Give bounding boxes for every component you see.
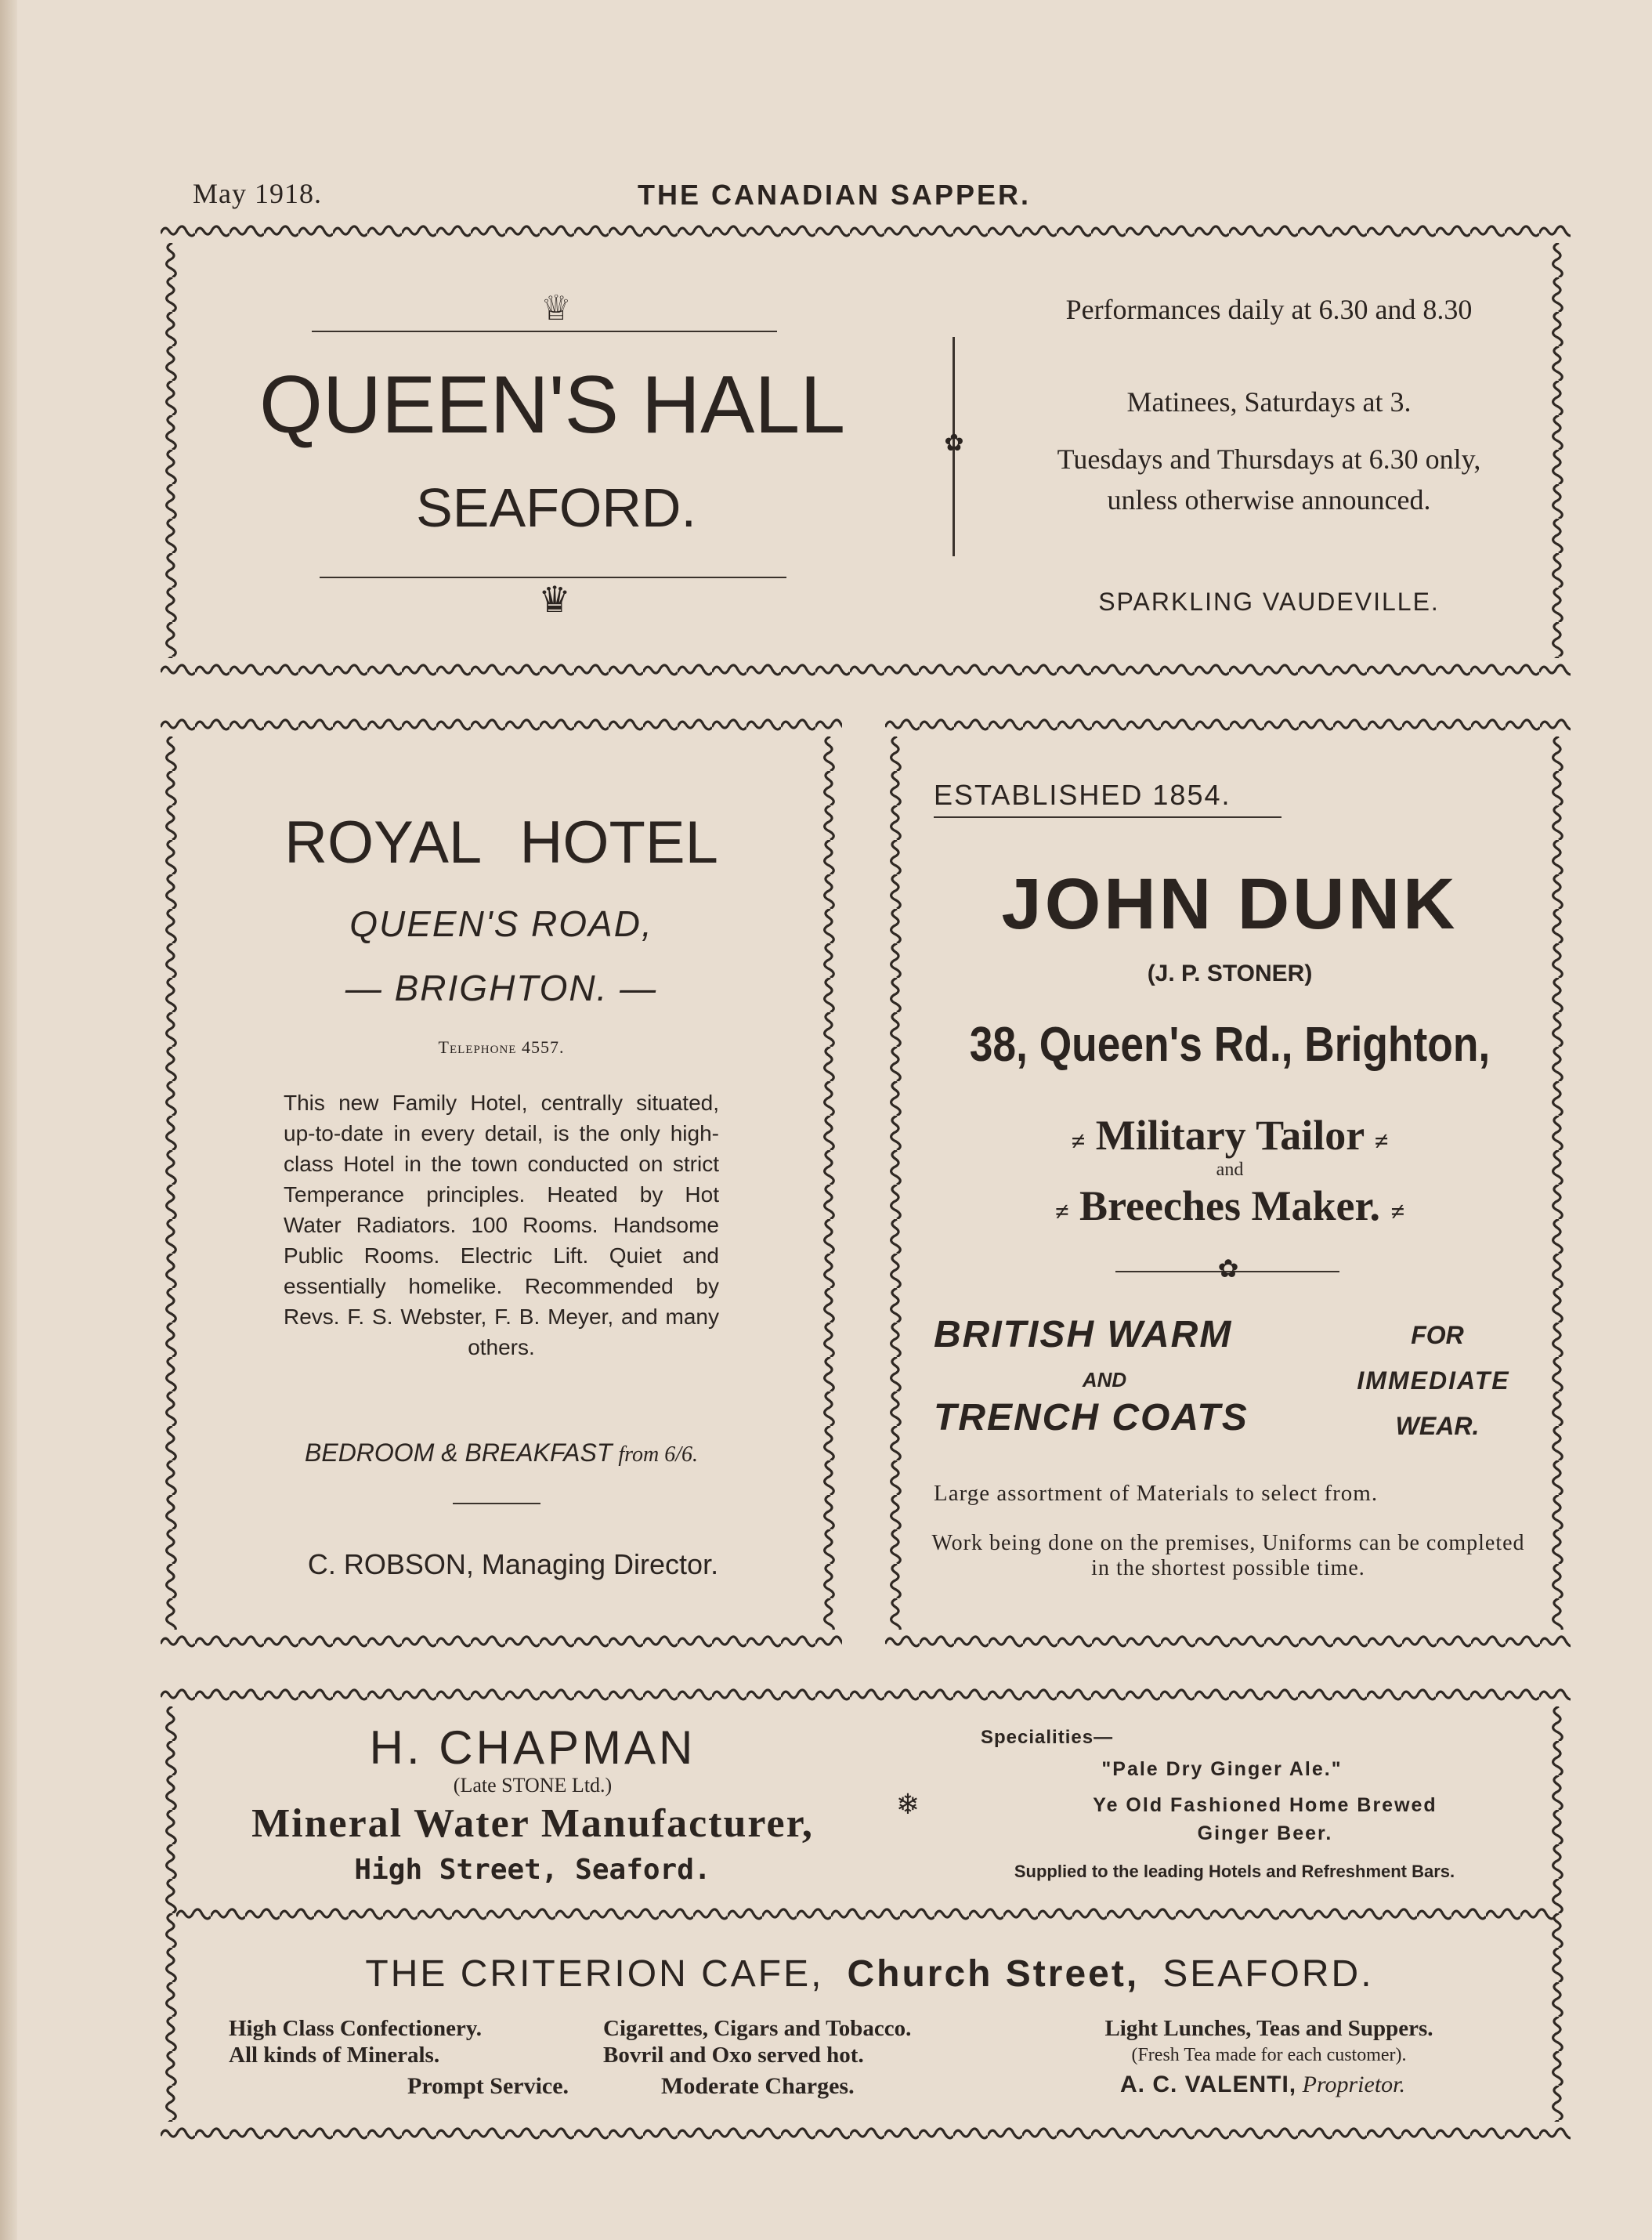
criterion-proprietor [1120, 2072, 1405, 2098]
criterion-town: SEAFORD. [1162, 1953, 1374, 1995]
ornament-top-icon: ♕ [540, 289, 572, 327]
trade2: Breeches Maker. [1079, 1182, 1380, 1229]
criterion-col2-b: Bovril and Oxo served hot. [603, 2043, 864, 2068]
criterion-col3-b: (Fresh Tea made for each customer). [1131, 2045, 1407, 2065]
chapman-trade: Mineral Water Manufacturer, [251, 1801, 814, 1846]
criterion-col2-a: Cigarettes, Cigars and Tobacco. [603, 2016, 912, 2041]
prompt-service: Prompt Service. [407, 2073, 569, 2099]
snowflake-icon: ❄ [895, 1789, 920, 1820]
royal-hotel-telephone: Telephone 4557. [438, 1037, 565, 1057]
ornament-bottom-icon: ♛ [538, 580, 571, 620]
issue-date: May 1918. [193, 178, 322, 209]
royal-hotel-town: — BRIGHTON. — [345, 968, 658, 1008]
criterion-col1 [229, 2015, 482, 2068]
trench-coats: TRENCH COATS [934, 1397, 1249, 1438]
materials-text: Large assortment of Materials to select from. [934, 1481, 1379, 1506]
divider [453, 1503, 540, 1504]
magazine-title: THE CANADIAN SAPPER. [638, 179, 1032, 211]
coats-and: AND [1082, 1368, 1127, 1391]
wear-text: WEAR. [1395, 1412, 1480, 1440]
breeches-maker: ≠ Breeches Maker. ≠ [1054, 1182, 1405, 1229]
divider [312, 331, 777, 332]
established-line: ESTABLISHED 1854. [934, 779, 1231, 811]
royal-hotel-street: QUEEN'S ROAD, [349, 903, 653, 944]
criterion-col3-a: Light Lunches, Teas and Suppers. [1104, 2016, 1433, 2041]
divider [934, 816, 1281, 818]
immediate-text: IMMEDIATE [1357, 1366, 1510, 1395]
performances-text: Performances daily at 6.30 and 8.30 [1065, 294, 1473, 325]
criterion-street: Church Street, [847, 1953, 1140, 1995]
bb-label: BEDROOM & BREAKFAST [305, 1438, 613, 1467]
flower-icon: ✿ [1217, 1254, 1239, 1283]
john-dunk-name: JOHN DUNK [1001, 864, 1459, 944]
moderate-charges: Moderate Charges. [661, 2073, 855, 2099]
military-tailor: ≠ Military Tailor ≠ [1071, 1112, 1389, 1159]
bb-price: from 6/6. [618, 1442, 698, 1467]
royal-hotel-description: This new Family Hotel, centrally situated, up-to-date in every detail, is the only high-class Hotel in the town conducted on strict Temperance principles. Heated by Hot Water Radiators. 100 Rooms. Handsome Public Rooms. Electric Lift. Quiet and essentially homelike. Recommended by Revs. F. S. Webster, F. B. Meyer, and many others. [284, 1091, 719, 1359]
john-dunk-proprietor: (J. P. STONER) [1147, 961, 1313, 986]
criterion-col2 [603, 2015, 911, 2068]
speciality-1: "Pale Dry Ginger Ale." [1101, 1758, 1343, 1780]
criterion-col1-a: High Class Confectionery. [229, 2016, 483, 2041]
page-edge-shadow [0, 0, 17, 2240]
bedroom-breakfast-line [196, 1438, 807, 1467]
chapman-address: High Street, Seaford. [354, 1854, 711, 1886]
weekday-performances-text: Tuesdays and Thursdays at 6.30 only, unless otherwise announced. [1057, 443, 1481, 516]
flower-icon: ✿ [944, 430, 964, 456]
supplied-text: Supplied to the leading Hotels and Refreshment Bars. [1014, 1862, 1455, 1881]
proprietor-name: A. C. VALENTI, [1120, 2072, 1297, 2097]
trade-and: and [1216, 1160, 1244, 1180]
criterion-name: THE CRITERION CAFE, [365, 1953, 824, 1995]
chapman-late: (Late STONE Ltd.) [453, 1774, 613, 1797]
queens-hall-name: QUEEN'S HALL [258, 360, 846, 451]
specialities-heading: Specialities— [981, 1727, 1114, 1748]
royal-hotel-director: C. ROBSON, Managing Director. [307, 1548, 719, 1580]
speciality-2: Ye Old Fashioned Home Brewed [1093, 1794, 1437, 1816]
criterion-title [211, 1952, 1527, 1996]
royal-hotel-name: ROYAL HOTEL [284, 809, 718, 876]
vaudeville-tagline: SPARKLING VAUDEVILLE. [1098, 588, 1440, 616]
criterion-col3 [1034, 2015, 1504, 2068]
british-warm: BRITISH WARM [934, 1314, 1233, 1355]
proprietor-title: Proprietor. [1302, 2072, 1406, 2097]
work-text: Work being done on the premises, Uniforms can be completed in the shortest possible time. [931, 1531, 1525, 1580]
matinees-text: Matinees, Saturdays at 3. [1126, 386, 1412, 418]
trade1: Military Tailor [1095, 1112, 1365, 1159]
chapman-name: H. CHAPMAN [369, 1721, 696, 1774]
for-text: FOR [1411, 1321, 1464, 1349]
john-dunk-address: 38, Queen's Rd., Brighton, [969, 1018, 1491, 1072]
speciality-2b: Ginger Beer. [1197, 1822, 1333, 1844]
criterion-col1-b: All kinds of Minerals. [229, 2043, 440, 2068]
queens-hall-town: SEAFORD. [416, 477, 696, 538]
